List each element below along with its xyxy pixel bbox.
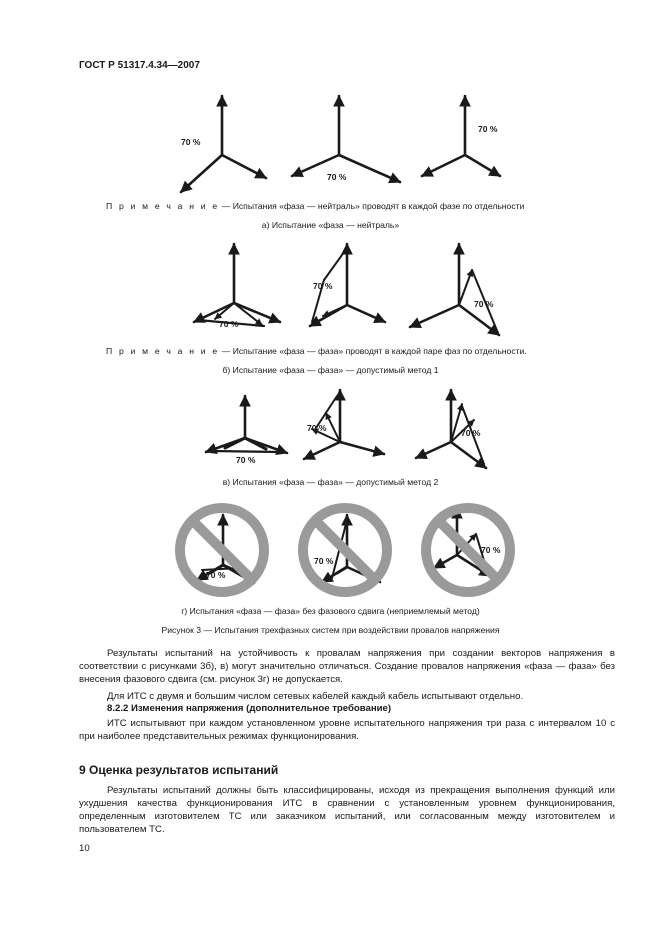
figure-title: Рисунок 3 — Испытания трехфазных систем при воздействии провалов напряжения	[161, 625, 500, 635]
note-text: — Испытание «фаза — фаза» проводят в каждой паре фаз по отдельности.	[219, 346, 527, 356]
prohibited-sign-2	[303, 508, 387, 592]
paragraph-results: Результаты испытаний на устойчивость к провалам напряжения при создании векторов напряжения в соответствии с рисунками 3б), в) могут значительно отличаться. Создание провалов напряжения «фаза — фаза» без внесения фазового сдвига (см. рисунок 3г) не допускается.	[79, 648, 615, 685]
label-70-a1: 70 %	[181, 137, 201, 147]
label-70-d1: 70 %	[206, 570, 226, 580]
document-header: ГОСТ Р 51317.4.34—2007	[79, 60, 200, 71]
caption-a: а) Испытание «фаза — нейтраль»	[261, 220, 400, 230]
section-heading-8-2-2: 8.2.2 Изменения напряжения (дополнительное требование)	[107, 703, 392, 714]
caption-b: б) Испытание «фаза — фаза» — допустимый метод 1	[222, 365, 439, 375]
note-prefix: П р и м е ч а н и е	[106, 346, 220, 356]
label-70-b3: 70 %	[474, 299, 494, 309]
paragraph-cables: Для ИТС с двумя и большим числом сетевых кабелей каждый кабель испытывают отдельно.	[107, 691, 524, 702]
phasor-b3	[410, 244, 499, 335]
paragraph-voltage-change: ИТС испытывают при каждом установленном уровне испытательного напряжения три раза с интервалом 10 с при наиболее представительных режимах функционирования.	[79, 718, 615, 742]
label-70-c1: 70 %	[236, 455, 256, 465]
figure-note-b	[106, 346, 527, 356]
phasor-c1	[206, 396, 287, 453]
phasor-a2	[292, 96, 400, 182]
label-70-a3: 70 %	[478, 124, 498, 134]
label-70-a2: 70 %	[327, 172, 347, 182]
paragraph-evaluation: Результаты испытаний должны быть классифицированы, исходя из прекращения выполнения функций или ухудшения качества функционирования ИТС в сравнении с установленным уровнем функционирования, определенным изготовителем ТС или заказчиком испытаний, или согласованным между изготовителем и пользователем ТС.	[79, 785, 615, 835]
note-text: — Испытания «фаза — нейтраль» проводят в каждой фазе по отдельности	[219, 201, 525, 211]
phasor-a3	[422, 96, 500, 176]
note-prefix: П р и м е ч а н и е	[106, 201, 220, 211]
label-70-c3: 70 %	[461, 428, 481, 438]
page-number: 10	[79, 843, 90, 854]
caption-d: г) Испытания «фаза — фаза» без фазового сдвига (неприемлемый метод)	[181, 606, 480, 616]
section-heading-9: 9 Оценка результатов испытаний	[79, 763, 279, 777]
phasor-b1	[194, 244, 280, 326]
label-70-c2: 70 %	[307, 423, 327, 433]
label-70-b2: 70 %	[313, 281, 333, 291]
label-70-d2: 70 %	[314, 556, 334, 566]
label-70-d3: 70 %	[481, 545, 501, 555]
figure-note-a	[106, 201, 524, 211]
caption-c: в) Испытания «фаза — фаза» — допустимый метод 2	[222, 477, 439, 487]
label-70-b1: 70 %	[219, 319, 239, 329]
